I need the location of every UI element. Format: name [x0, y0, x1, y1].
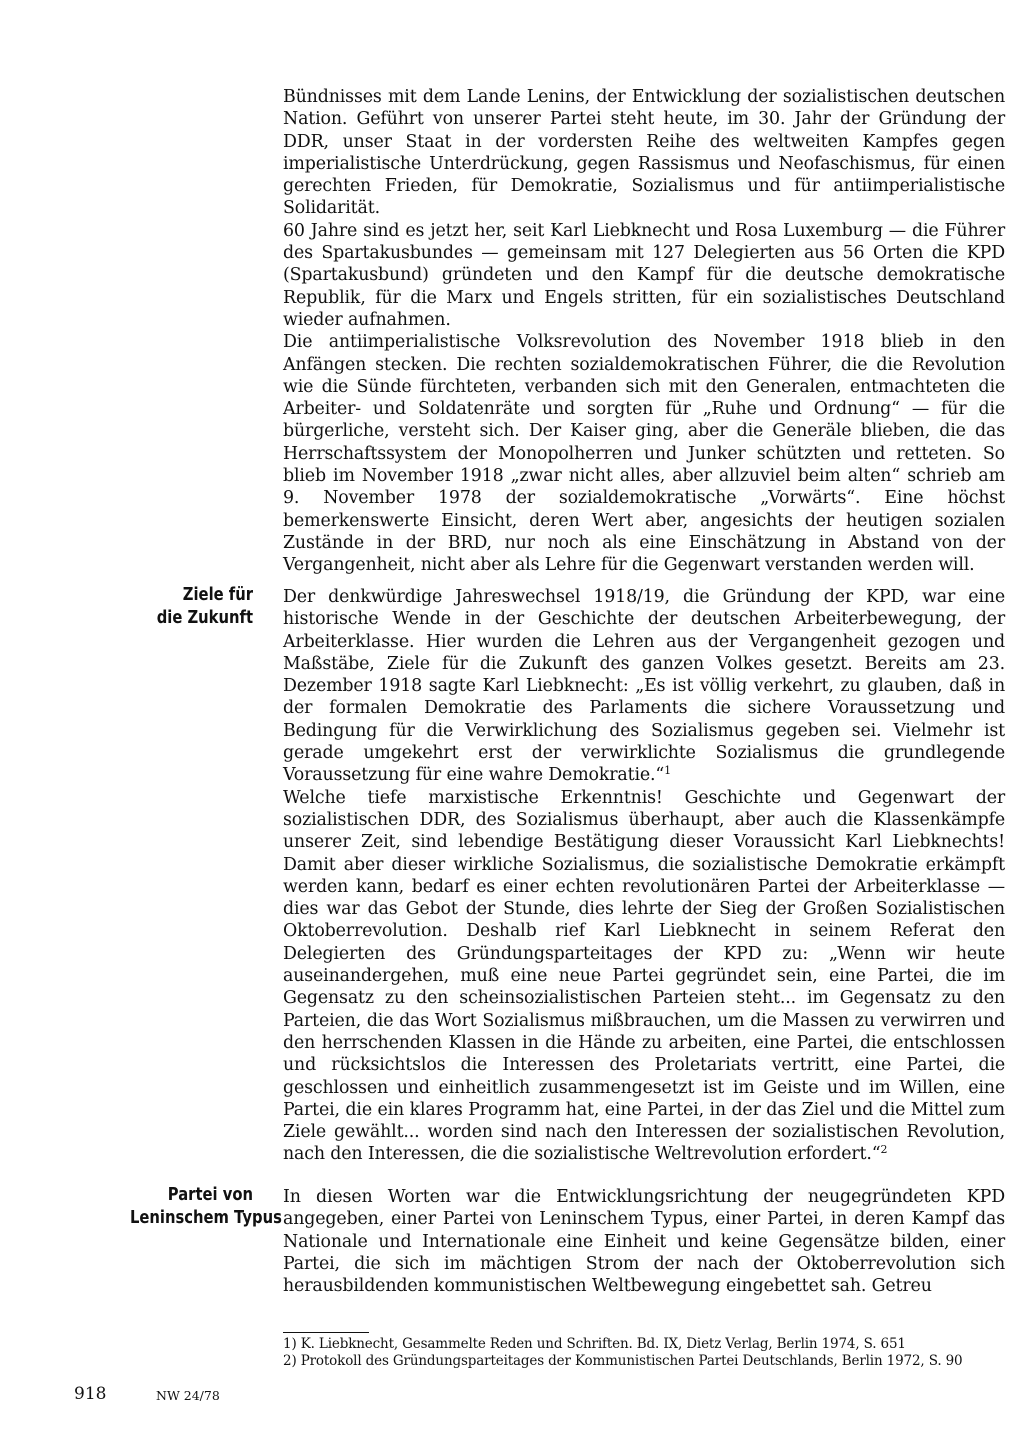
margin-heading-line: Leninschem Typus [130, 1207, 282, 1228]
footnotes [283, 1336, 1005, 1370]
paragraph: Die antiimperialistische Volksrevolution des November 1918 blieb in den Anfängen stecken. Die rechten sozialdemokratischen Führer, die die Revolution wie die Sünde fürchteten, verbanden sich mit den Generalen, entmachteten die Arbeiter- und Soldatenräte und sorgten für „Ruhe und Ordnung“ — für die bürgerliche, versteht sich. Der Kaiser ging, aber die Generäle blieben, die das Herrschaftssystem der Monopolherren und Junker schützten und retteten. So blieb im November 1918 „zwar nicht alles, aber allzuviel beim alten“ schrieb am 9. November 1978 der sozialdemokratische „Vorwärts“. Eine höchst bemerkenswerte Einsicht, deren Wert aber, angesichts der heutigen sozialen Zustände in der BRD, nur noch als eine Einschätzung in Abstand von der Vergangenheit, nicht aber als Lehre für die Gegenwart verstanden werden will. [283, 332, 1005, 576]
footnote-divider [283, 1332, 369, 1333]
paragraph [283, 586, 1005, 787]
footnote-ref: 2 [880, 1143, 888, 1157]
margin-heading-line: Partei von [167, 1184, 253, 1205]
text-block-ziele [283, 586, 1005, 1166]
issue-label: NW 24/78 [156, 1388, 220, 1403]
footnote: 1) K. Liebknecht, Gesammelte Reden und Schriften. Bd. IX, Dietz Verlag, Berlin 1974, S. 651 [283, 1336, 906, 1352]
footnote: 2) Protokoll des Gründungsparteitages der Kommunistischen Partei Deutschlands, Berlin 1972, S. 90 [283, 1353, 963, 1369]
margin-heading-ziele [130, 583, 253, 629]
margin-heading-partei [130, 1183, 282, 1229]
text-block-partei [283, 1186, 1005, 1297]
paragraph: Bündnisses mit dem Lande Lenins, der Entwicklung der sozialistischen deutschen Nation. Geführt von unserer Partei steht heute, im 30. Jahr der Gründung der DDR, unser Staat in der vordersten Reihe des weltweiten Kampfes gegen imperialistische Unterdrückung, gegen Rassismus und Neofaschismus, für einen gerechten Frieden, für Demokratie, Sozialismus und für antiimperialistische Solidarität. [283, 87, 1005, 219]
paragraph: 60 Jahre sind es jetzt her, seit Karl Liebknecht und Rosa Luxemburg — die Führer des Spartakusbundes — gemeinsam mit 127 Delegierten aus 56 Orten die KPD (Spartakusbund) gründeten und den Kampf für die deutsche demokratische Republik, für die Marx und Engels stritten, für ein sozialistisches Deutschland wieder aufnahmen. [283, 220, 1005, 330]
paragraph-text: Welche tiefe marxistische Erkenntnis! Geschichte und Gegenwart der sozialistischen DDR, des Sozialismus überhaupt, aber auch die Klassenkämpfe unserer Zeit, sind lebendige Bestätigung dieser Voraussicht Karl Liebknechts! Damit aber dieser wirkliche Sozialismus, die sozialistische Demokratie erkämpft werden kann, bedarf es einer echten revolutionären Partei der Arbeiterklasse — dies war das Gebot der Stunde, dies lehrte der Sieg der Großen Sozialistischen Oktoberrevolution. Deshalb rief Karl Liebknecht in seinem Referat den Delegierten des Gründungsparteitages der KPD zu: „Wenn wir heute auseinandergehen, muß eine neue Partei gegründet sein, eine Partei, die im Gegensatz zu den scheinsozialistischen Parteien steht... im Gegensatz zu den Parteien, die das Wort Sozialismus mißbrauchen, um die Massen zu verwirren und den herrschenden Klassen in die Hände zu arbeiten, eine Partei, die entschlossen und rücksichtslos die Interessen des Proletariats vertritt, eine Partei, die geschlossen und einheitlich zusammengesetzt ist im Geiste und im Willen, eine Partei, die ein klares Programm hat, eine Partei, in der das Ziel und die Mittel zum Ziele gewählt... worden sind nach den Interessen der sozialistischen Revolution, nach den Interessen, die die sozialistische Weltrevolution erfordert.“ [283, 787, 1005, 1165]
text-block-intro [283, 86, 1005, 577]
paragraph: In diesen Worten war die Entwicklungsrichtung der neugegründeten KPD angegeben, einer Partei von Leninschem Typus, einer Partei, in deren Kampf das Nationale und Internationale eine Einheit und keine Gegensätze bilden, einer Partei, die sich im mächtigen Strom der nach der Oktoberrevolution sich herausbildenden kommunistischen Weltbewegung eingebettet sah. Getreu [283, 1187, 1005, 1297]
page-number: 918 [74, 1384, 107, 1404]
margin-heading-line: Ziele für [182, 584, 253, 605]
footnote-ref: 1 [664, 764, 671, 778]
paragraph-text: Der denkwürdige Jahreswechsel 1918/19, die Gründung der KPD, war eine historische Wende in der Geschichte der deutschen Arbeiterbewegung, der Arbeiterklasse. Hier wurden die Lehren aus der Vergangenheit gezogen und Maßstäbe, Ziele für die Zukunft des ganzen Volkes gesetzt. Bereits am 23. Dezember 1918 sagte Karl Liebknecht: „Es ist völlig verkehrt, zu glauben, daß in der formalen Demokratie des Parlaments die sichere Voraussetzung und Bedingung für die Verwirklichung des Sozialismus gegeben sei. Vielmehr ist gerade umgekehrt erst der verwirklichte Sozialismus die grundlegende Voraussetzung für eine wahre Demokratie.“ [283, 587, 1005, 786]
margin-heading-line: die Zukunft [156, 607, 253, 628]
paragraph [283, 787, 1005, 1166]
